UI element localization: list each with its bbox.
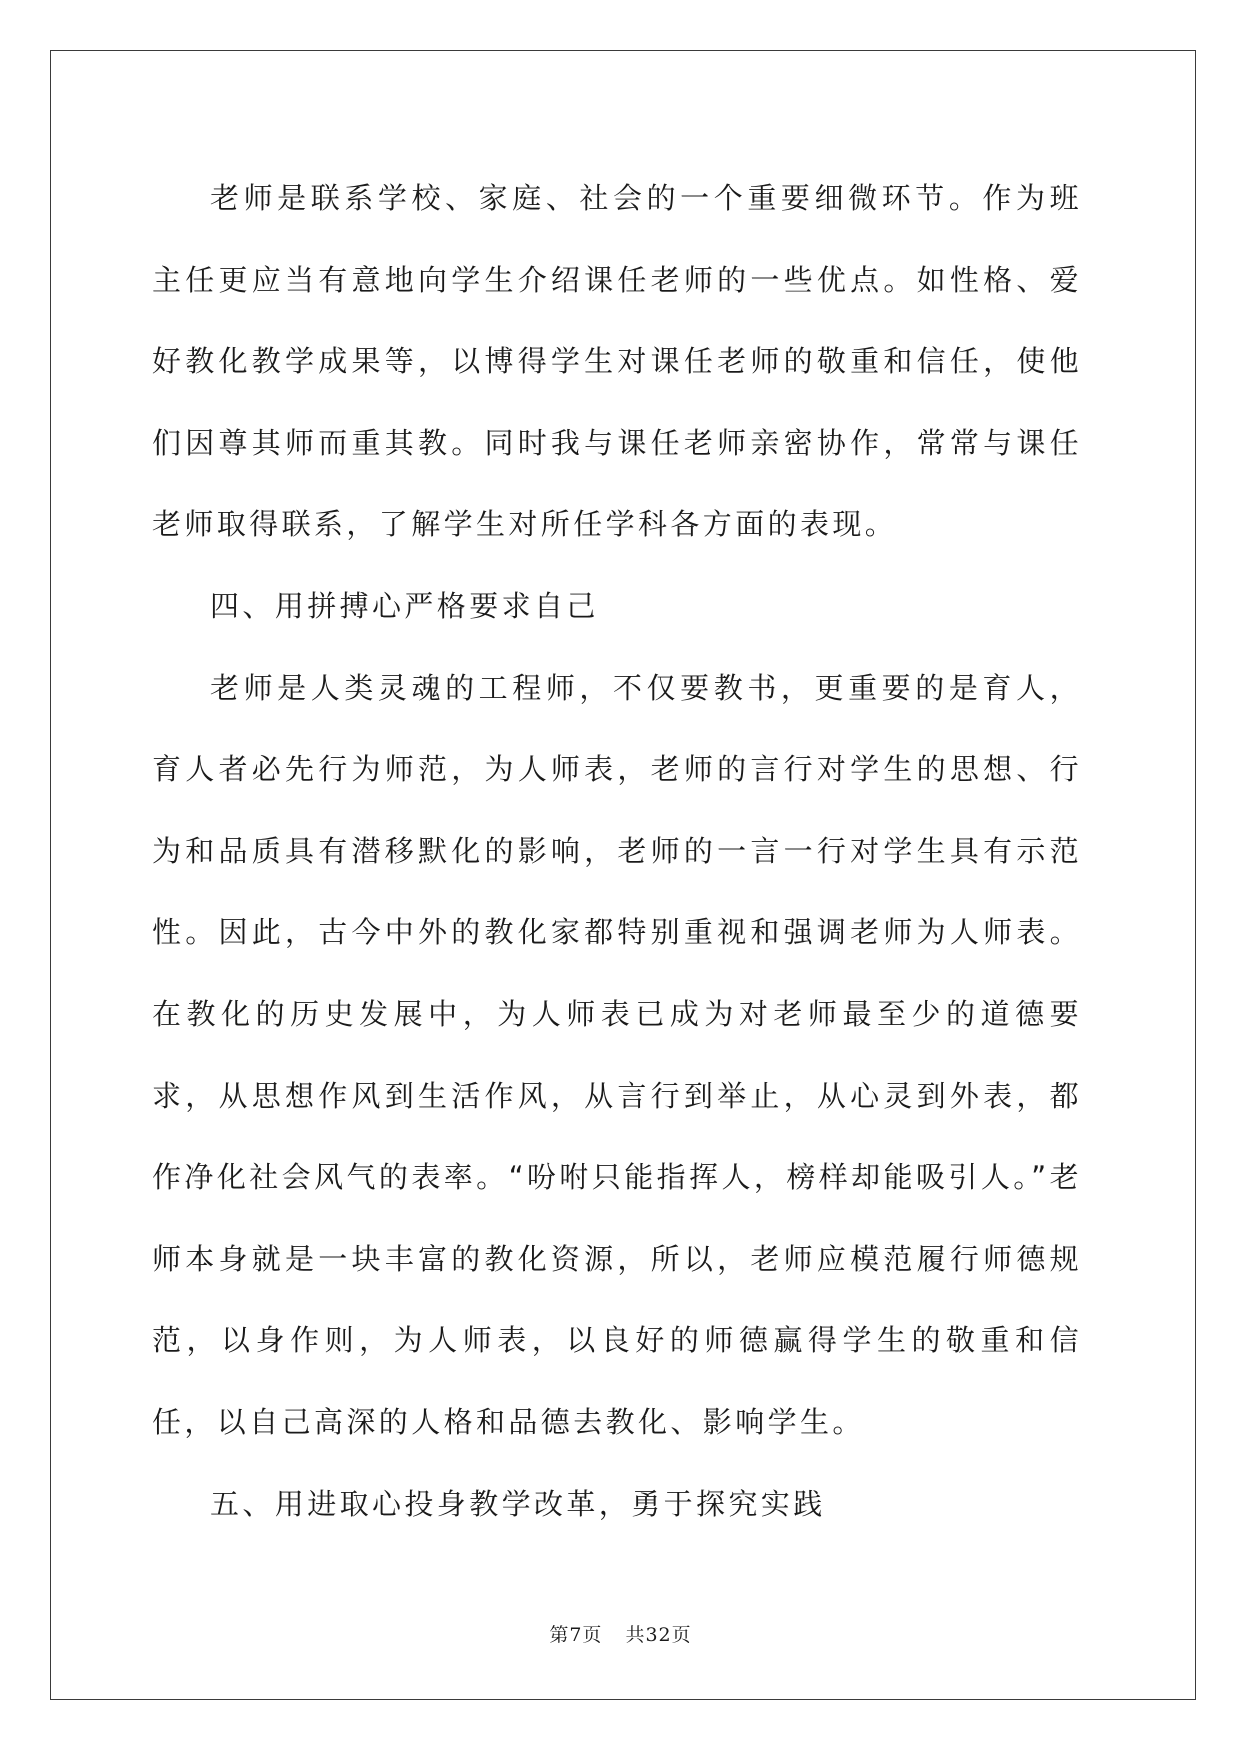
section-heading-five: 五、用进取心投身教学改革，勇于探究实践	[210, 1486, 826, 1521]
page-number: 第7页	[549, 1624, 603, 1646]
section-heading-four: 四、用拼搏心严格要求自己	[210, 588, 599, 623]
paragraph-teacher-role-model: 老师是人类灵魂的工程师，不仅要教书，更重要的是育人，育人者必先行为师范，为人师表，老师的言行对学生的思想、行为和品质具有潜移默化的影响，老师的一言一行对学生具有示范性。因此，古今中外的教化家都特别重视和强调老师为人师表。在教化的历史发展中，为人师表已成为对老师最至少的道德要求，从思想作风到生活作风，从言行到举止，从心灵到外表，都作净化社会风气的表率。“吩咐只能指挥人，榜样却能吸引人。”老师本身就是一块丰富的教化资源，所以，老师应模范履行师德规范，以身作则，为人师表，以良好的师德赢得学生的敬重和信任，以自己高深的人格和品德去教化、影响学生。	[152, 670, 1082, 1439]
paragraph-teacher-link: 老师是联系学校、家庭、社会的一个重要细微环节。作为班主任更应当有意地向学生介绍课任老师的一些优点。如性格、爱好教化教学成果等，以博得学生对课任老师的敬重和信任，使他们因尊其师而重其教。同时我与课任老师亲密协作，常常与课任老师取得联系，了解学生对所任学科各方面的表现。	[152, 181, 1082, 542]
page-footer	[0, 1620, 1241, 1647]
page-total: 共32页	[625, 1624, 692, 1646]
document-body	[152, 158, 1082, 1545]
